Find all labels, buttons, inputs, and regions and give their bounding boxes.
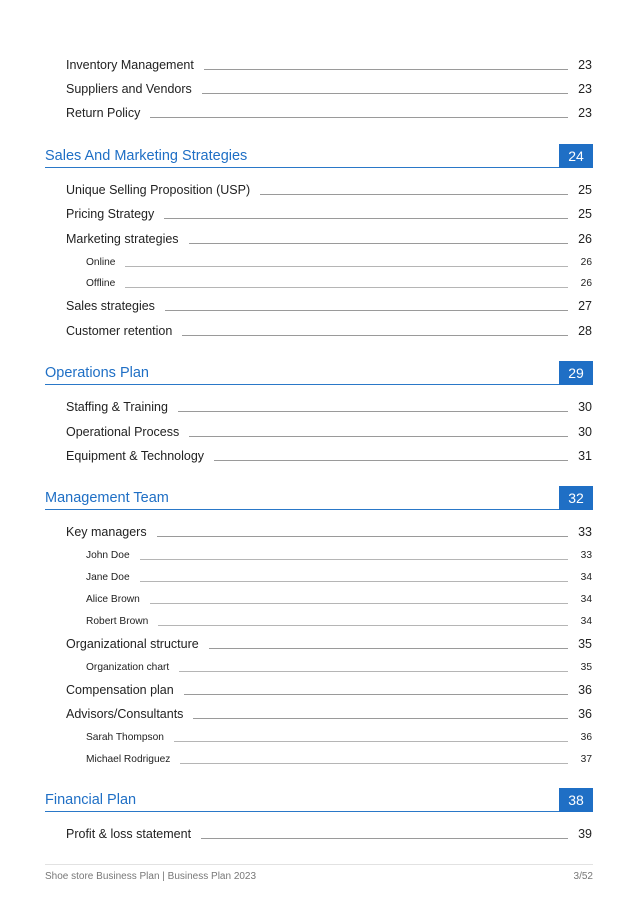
entry-label: Sarah Thompson [86,731,164,743]
entry-label: Compensation plan [66,683,174,697]
dot-leader [140,559,568,560]
entry-page-number: 23 [578,106,592,120]
entry-label: Equipment & Technology [66,449,205,463]
entry-page-number: 27 [578,299,592,313]
entry-page-number: 36 [578,707,592,721]
toc-entry[interactable] [66,826,592,842]
entry-page-number: 37 [580,753,592,765]
dot-leader [201,838,568,839]
section-page-badge: 38 [559,788,593,812]
entry-page-number: 35 [580,661,592,673]
toc-subentry[interactable] [86,613,592,629]
entry-page-number: 36 [580,731,592,743]
entry-page-number: 34 [580,615,592,627]
dot-leader [174,741,568,742]
entry-label: Sales strategies [66,299,155,313]
toc-entry[interactable] [66,298,592,314]
entry-label: Alice Brown [86,593,140,605]
entry-label: Organization chart [86,661,170,673]
dot-leader [178,411,568,412]
toc-entry[interactable] [66,399,592,415]
toc-entry[interactable] [66,206,592,222]
section-title: Sales And Marketing Strategies [45,147,248,164]
entry-label: Offline [86,277,116,289]
dot-leader [204,69,568,70]
dot-leader [180,763,568,764]
entry-page-number: 23 [578,58,592,72]
entry-label: Profit & loss statement [66,827,192,841]
toc-entry[interactable] [66,706,592,722]
toc-entry[interactable] [66,81,592,97]
section-page-badge: 32 [559,486,593,510]
section-title: Financial Plan [45,791,137,808]
entry-label: Suppliers and Vendors [66,82,192,96]
entry-label: Advisors/Consultants [66,707,184,721]
entry-label: Key managers [66,525,147,539]
toc-entry[interactable] [66,424,592,440]
dot-leader [209,648,568,649]
section-page-badge: 24 [559,144,593,168]
toc-entry[interactable] [66,682,592,698]
toc-entry[interactable] [66,448,592,464]
dot-leader [214,460,568,461]
toc-entry[interactable] [66,57,592,73]
toc-subentry[interactable] [86,547,592,563]
entry-page-number: 26 [578,232,592,246]
dot-leader [179,671,568,672]
toc-entry[interactable] [66,182,592,198]
entry-page-number: 26 [580,277,592,289]
entry-page-number: 34 [580,593,592,605]
toc-section-heading[interactable] [45,144,593,168]
entry-page-number: 30 [578,400,592,414]
entry-page-number: 25 [578,207,592,221]
dot-leader [260,194,568,195]
entry-label: Marketing strategies [66,232,179,246]
dot-leader [158,625,568,626]
dot-leader [189,436,568,437]
toc-section-heading[interactable] [45,486,593,510]
toc-entry[interactable] [66,636,592,652]
footer-page-number: 3/52 [573,871,593,882]
entry-page-number: 25 [578,183,592,197]
toc-entry[interactable] [66,231,592,247]
dot-leader [189,243,568,244]
entry-label: Operational Process [66,425,180,439]
entry-label: Unique Selling Proposition (USP) [66,183,251,197]
entry-page-number: 23 [578,82,592,96]
toc-entry[interactable] [66,524,592,540]
entry-label: Online [86,256,116,268]
section-page-badge: 29 [559,361,593,385]
toc-subentry[interactable] [86,659,592,675]
entry-page-number: 28 [578,324,592,338]
toc-section-heading[interactable] [45,788,593,812]
entry-page-number: 26 [580,256,592,268]
entry-page-number: 31 [578,449,592,463]
dot-leader [164,218,568,219]
dot-leader [184,694,568,695]
dot-leader [165,310,568,311]
entry-label: Robert Brown [86,615,149,627]
dot-leader [193,718,568,719]
entry-label: Pricing Strategy [66,207,155,221]
dot-leader [150,603,568,604]
toc-subentry[interactable] [86,254,592,270]
dot-leader [125,266,568,267]
toc-entry[interactable] [66,323,592,339]
entry-page-number: 35 [578,637,592,651]
entry-label: Organizational structure [66,637,199,651]
entry-page-number: 30 [578,425,592,439]
entry-page-number: 33 [580,549,592,561]
entry-label: Inventory Management [66,58,194,72]
entry-page-number: 39 [578,827,592,841]
dot-leader [150,117,568,118]
toc-entry[interactable] [66,105,592,121]
entry-page-number: 36 [578,683,592,697]
entry-page-number: 33 [578,525,592,539]
dot-leader [182,335,568,336]
entry-label: Staffing & Training [66,400,168,414]
toc-subentry[interactable] [86,591,592,607]
entry-label: Jane Doe [86,571,130,583]
entry-label: John Doe [86,549,130,561]
dot-leader [140,581,568,582]
entry-page-number: 34 [580,571,592,583]
toc-subentry[interactable] [86,751,592,767]
entry-label: Customer retention [66,324,173,338]
toc-subentry[interactable] [86,569,592,585]
dot-leader [125,287,568,288]
page-footer [45,864,593,882]
dot-leader [157,536,568,537]
entry-label: Return Policy [66,106,141,120]
dot-leader [202,93,568,94]
toc-subentry[interactable] [86,275,592,291]
toc-subentry[interactable] [86,729,592,745]
footer-document-title: Shoe store Business Plan | Business Plan 2023 [45,871,257,882]
section-title: Operations Plan [45,364,149,381]
section-title: Management Team [45,489,169,506]
toc-section-heading[interactable] [45,361,593,385]
entry-label: Michael Rodriguez [86,753,171,765]
